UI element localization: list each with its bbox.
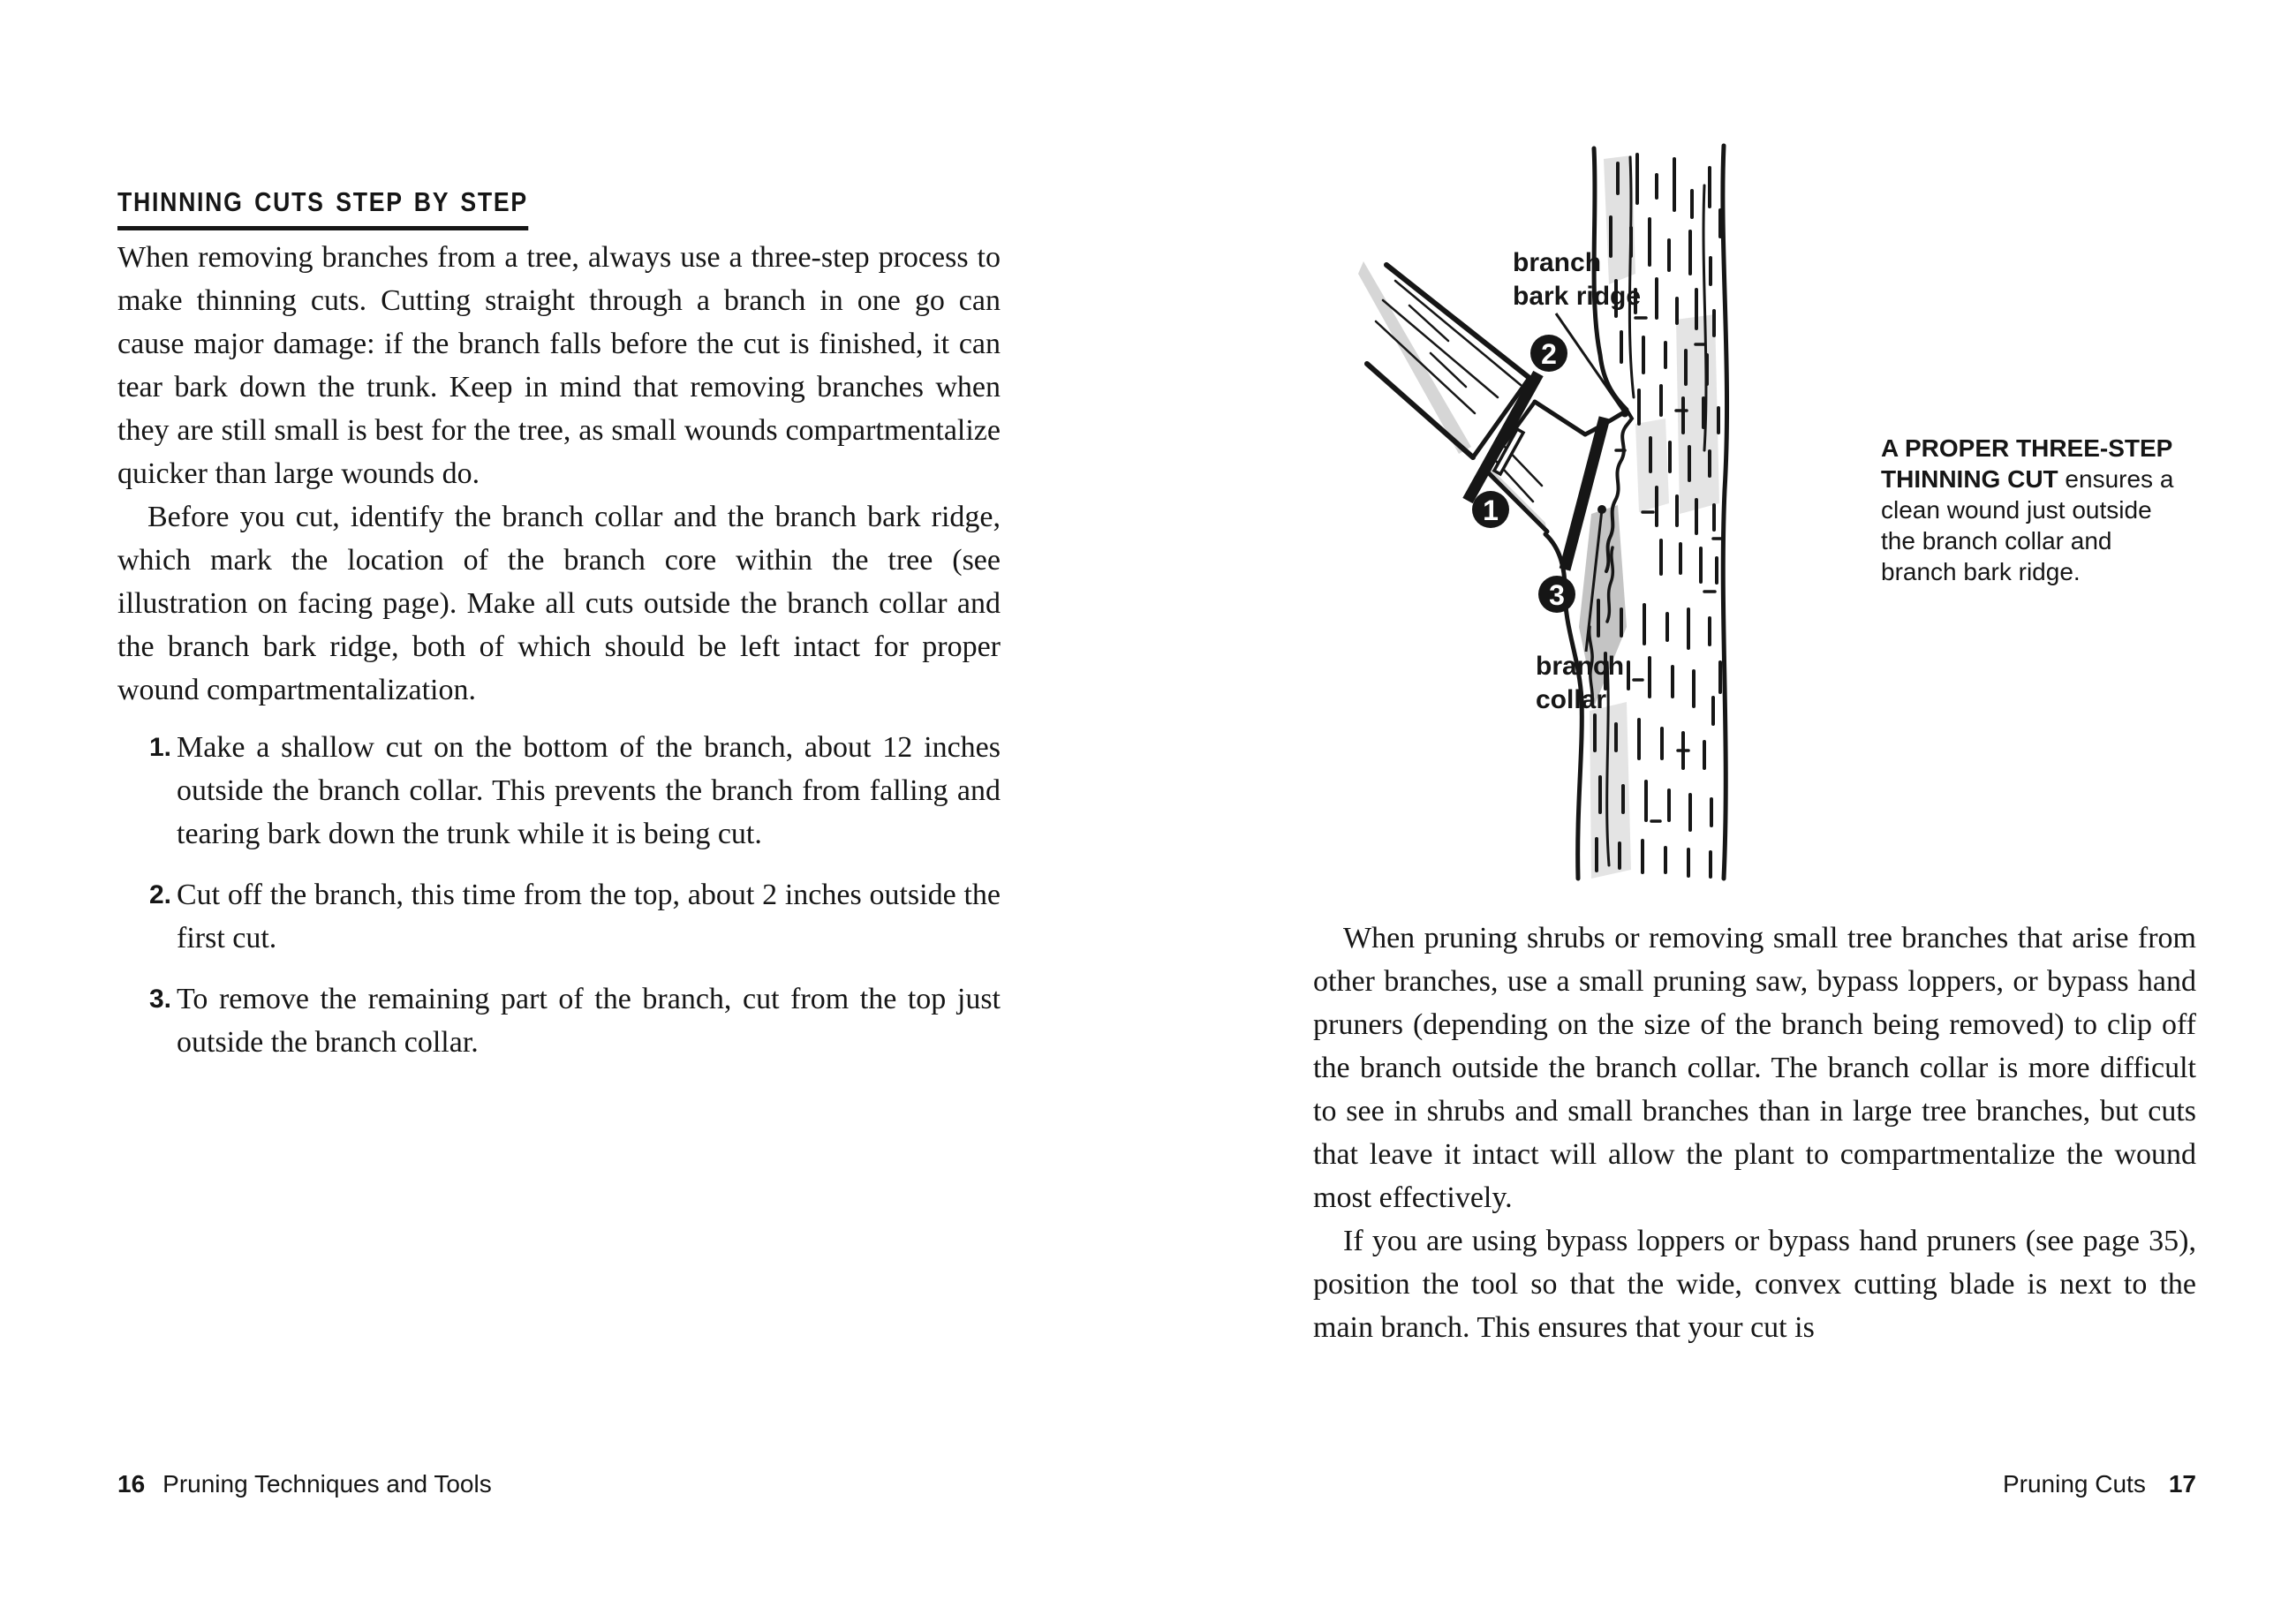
page-number: 17 — [2168, 1470, 2196, 1498]
list-item-number: 3. — [149, 985, 172, 1014]
figure-caption-lead: A PROPER THREE-STEP THINNING CUT — [1881, 434, 2172, 493]
thinning-steps-list — [117, 726, 1001, 1064]
figure-caption — [1881, 433, 2177, 587]
step-marker-3 — [1538, 576, 1575, 613]
left-page-column — [117, 185, 1001, 1064]
right-paragraph-2: If you are using bypass loppers or bypass hand pruners (see page 35), position the tool so that the wide, convex cutting blade is next to the main branch. This ensures that your cut is — [1313, 1225, 2196, 1344]
list-item-text: To remove the remaining part of the branch, cut from the top just outside the branch collar. — [177, 983, 1001, 1059]
thinning-cut-illustration — [1325, 132, 1766, 883]
svg-text:branch: branch — [1536, 652, 1625, 681]
step-marker-2 — [1530, 335, 1567, 372]
svg-text:bark ridge: bark ridge — [1513, 282, 1642, 311]
svg-text:collar: collar — [1536, 685, 1607, 714]
right-page-footer — [2003, 1469, 2196, 1499]
svg-text:2: 2 — [1541, 338, 1557, 370]
left-paragraph-1: When removing branches from a tree, always use a three-step process to make thinning cuts. Cutting straight through a branch in one go can cause major damage: if the branch falls before the cut is finished, it can tear bark down the trunk. Keep in mind that removing branches when they are still small is best for the tree, as small wounds compartmentalize quicker than large wounds do. — [117, 241, 1001, 490]
svg-text:3: 3 — [1549, 579, 1565, 611]
section-heading: THINNING CUTS STEP BY STEP — [117, 185, 528, 230]
svg-text:1: 1 — [1483, 494, 1499, 526]
right-paragraph-1: When pruning shrubs or removing small tree branches that arise from other branches, use a small pruning saw, bypass loppers, or bypass hand pruners (depending on the size of the branch being removed) to clip off the branch outside the branch collar. The branch collar is more difficult to see in shrubs and small branches than in large tree branches, but cuts that leave it intact will allow the plant to compartmentalize the wound most effectively. — [1313, 922, 2196, 1214]
list-item-text: Cut off the branch, this time from the top, about 2 inches outside the first cut. — [177, 879, 1001, 954]
page-number: 16 — [117, 1470, 146, 1498]
right-page-column — [1313, 917, 2196, 1349]
list-item — [117, 726, 1001, 856]
left-page-footer — [117, 1469, 492, 1499]
list-item — [117, 977, 1001, 1064]
list-item-number: 2. — [149, 880, 172, 909]
list-item-text: Make a shallow cut on the bottom of the branch, about 12 inches outside the branch collar. This prevents the branch from falling and tearing bark down the trunk while it is being cut. — [177, 731, 1001, 850]
running-head: Pruning Cuts — [2002, 1470, 2146, 1498]
figure-caption-rest: ensures a clean wound just outside the branch collar and branch bark ridge. — [1881, 465, 2174, 585]
svg-text:branch: branch — [1513, 248, 1602, 277]
left-paragraph-2: Before you cut, identify the branch collar and the branch bark ridge, which mark the location of the branch core within the tree (see illustration on facing page). Make all cuts outside the branch collar and the branch bark ridge, both of which should be left intact for proper wound compartmentalization. — [117, 501, 1001, 706]
list-item-number: 1. — [149, 733, 172, 762]
list-item — [117, 873, 1001, 960]
step-marker-1 — [1472, 491, 1509, 528]
running-head: Pruning Techniques and Tools — [162, 1470, 492, 1498]
